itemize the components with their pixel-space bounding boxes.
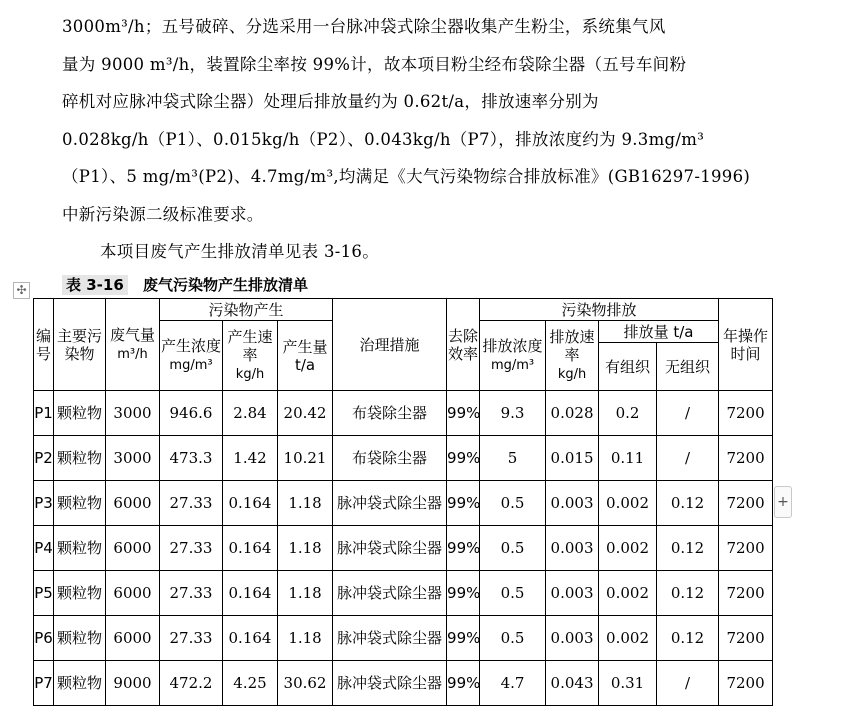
- table-row: [34, 616, 773, 661]
- cell-gen-amount: 1.18: [278, 616, 333, 661]
- table-row: [34, 661, 773, 706]
- header-em-rate: [546, 321, 599, 391]
- header-organized: 有组织: [599, 343, 657, 391]
- table-title: 废气污染物产生排放清单: [143, 276, 309, 294]
- cell-gen-rate: 0.164: [223, 616, 278, 661]
- cell-unorganized: 0.12: [657, 571, 719, 616]
- cell-gen-amount: 1.18: [278, 571, 333, 616]
- cell-em-conc: 0.5: [480, 526, 546, 571]
- header-gen-conc-unit: mg/m³: [169, 357, 213, 373]
- cell-hours: 7200: [719, 391, 773, 436]
- header-generation: 污染物产生: [160, 299, 333, 321]
- cell-measure: 脉冲袋式除尘器: [333, 481, 447, 526]
- header-efficiency: 去除效率: [447, 299, 480, 391]
- cell-unorganized: 0.12: [657, 526, 719, 571]
- cell-em-conc: 4.7: [480, 661, 546, 706]
- cell-hours: 7200: [719, 571, 773, 616]
- cell-em-rate: 0.003: [546, 481, 599, 526]
- cell-em-rate: 0.003: [546, 526, 599, 571]
- header-em-rate-label: 排放速率: [549, 327, 595, 364]
- cell-pollutant: 颗粒物: [54, 526, 106, 571]
- cell-airflow: 9000: [106, 661, 160, 706]
- paragraph-line: （P1）、5 mg/m³(P2)、4.7mg/m³,均满足《大气污染物综合排放标准》(GB16297-1996): [62, 167, 751, 186]
- emission-table: [33, 298, 773, 706]
- cell-id: P5: [34, 571, 54, 616]
- cell-gen-amount: 1.18: [278, 526, 333, 571]
- cell-unorganized: 0.12: [657, 616, 719, 661]
- cell-pollutant: 颗粒物: [54, 571, 106, 616]
- cell-measure: 布袋除尘器: [333, 436, 447, 481]
- cell-unorganized: /: [657, 391, 719, 436]
- header-gen-conc-label: 产生浓度: [160, 336, 221, 355]
- header-em-conc-label: 排放浓度: [482, 336, 543, 355]
- cell-gen-conc: 27.33: [160, 571, 223, 616]
- cell-gen-conc: 27.33: [160, 481, 223, 526]
- cell-hours: 7200: [719, 616, 773, 661]
- cell-em-rate: 0.015: [546, 436, 599, 481]
- header-unorganized: 无组织: [657, 343, 719, 391]
- paragraph-line: 量为 9000 m³/h，装置除尘率按 99%计，故本项目粉尘经布袋除尘器（五号车间粉: [62, 54, 687, 74]
- cell-hours: 7200: [719, 661, 773, 706]
- cell-em-rate: 0.043: [546, 661, 599, 706]
- plus-icon: +: [777, 494, 789, 510]
- cell-em-rate: 0.003: [546, 571, 599, 616]
- cell-airflow: 6000: [106, 571, 160, 616]
- cell-pollutant: 颗粒物: [54, 391, 106, 436]
- cell-em-conc: 0.5: [480, 616, 546, 661]
- header-gen-amount-label: 产生量: [282, 337, 328, 356]
- cell-id: P6: [34, 616, 54, 661]
- cell-efficiency: 99%: [447, 571, 480, 616]
- cell-airflow: 6000: [106, 481, 160, 526]
- cell-gen-amount: 30.62: [278, 661, 333, 706]
- cell-em-conc: 0.5: [480, 571, 546, 616]
- table-row: [34, 436, 773, 481]
- table-row: [34, 526, 773, 571]
- cell-organized: 0.002: [599, 481, 657, 526]
- paragraph-line: 碎机对应脉冲袋式除尘器）处理后排放量约为 0.62t/a，排放速率分别为: [62, 92, 599, 111]
- cell-em-rate: 0.028: [546, 391, 599, 436]
- cell-gen-conc: 946.6: [160, 391, 223, 436]
- header-emission: 污染物排放: [480, 299, 719, 321]
- header-id: 编号: [34, 299, 54, 391]
- table-row: [34, 391, 773, 436]
- cell-measure: 脉冲袋式除尘器: [333, 616, 447, 661]
- cell-pollutant: 颗粒物: [54, 436, 106, 481]
- cell-em-conc: 9.3: [480, 391, 546, 436]
- cell-organized: 0.11: [599, 436, 657, 481]
- cell-hours: 7200: [719, 526, 773, 571]
- cell-organized: 0.002: [599, 571, 657, 616]
- cell-id: P4: [34, 526, 54, 571]
- cell-gen-amount: 20.42: [278, 391, 333, 436]
- cell-id: P1: [34, 391, 54, 436]
- cell-hours: 7200: [719, 436, 773, 481]
- cell-measure: 脉冲袋式除尘器: [333, 661, 447, 706]
- cell-efficiency: 99%: [447, 391, 480, 436]
- header-airflow-label: 废气量: [109, 325, 155, 344]
- cell-em-conc: 5: [480, 436, 546, 481]
- header-gen-rate: [223, 321, 278, 391]
- header-pollutant: 主要污染物: [54, 299, 106, 391]
- body-paragraph: [62, 8, 752, 233]
- cell-measure: 布袋除尘器: [333, 391, 447, 436]
- cell-gen-rate: 0.164: [223, 571, 278, 616]
- cell-id: P2: [34, 436, 54, 481]
- table-caption: [62, 274, 308, 295]
- cell-airflow: 6000: [106, 616, 160, 661]
- cell-organized: 0.002: [599, 526, 657, 571]
- cell-gen-rate: 2.84: [223, 391, 278, 436]
- cell-airflow: 3000: [106, 391, 160, 436]
- header-hours: 年操作时间: [719, 299, 773, 391]
- cell-gen-rate: 4.25: [223, 661, 278, 706]
- cell-airflow: 3000: [106, 436, 160, 481]
- header-em-conc-unit: mg/m³: [490, 357, 535, 373]
- cell-em-conc: 0.5: [480, 481, 546, 526]
- header-em-amount: 排放量 t/a: [599, 321, 719, 343]
- paragraph-line: 3000m³/h；五号破碎、分选采用一台脉冲袋式除尘器收集产生粉尘，系统集气风: [62, 17, 666, 36]
- cell-efficiency: 99%: [447, 616, 480, 661]
- header-gen-rate-label: 产生速率: [227, 327, 273, 364]
- cell-measure: 脉冲袋式除尘器: [333, 526, 447, 571]
- table-row: [34, 481, 773, 526]
- cell-id: P7: [34, 661, 54, 706]
- cell-id: P3: [34, 481, 54, 526]
- paragraph-line: 0.028kg/h（P1）、0.015kg/h（P2）、0.043kg/h（P7），排放浓度约为 9.3mg/m³: [62, 129, 705, 149]
- table-reference-paragraph: [100, 233, 790, 271]
- cell-efficiency: 99%: [447, 481, 480, 526]
- cell-gen-rate: 0.164: [223, 481, 278, 526]
- cell-organized: 0.2: [599, 391, 657, 436]
- cell-unorganized: /: [657, 661, 719, 706]
- cell-em-rate: 0.003: [546, 616, 599, 661]
- header-em-rate-unit: kg/h: [557, 366, 587, 382]
- header-gen-amount-unit: t/a: [294, 355, 316, 374]
- cell-measure: 脉冲袋式除尘器: [333, 571, 447, 616]
- header-airflow: [106, 299, 160, 391]
- paragraph-line: 本项目废气产生排放清单见表 3-16。: [100, 242, 380, 261]
- cell-efficiency: 99%: [447, 661, 480, 706]
- cell-efficiency: 99%: [447, 436, 480, 481]
- cell-hours: 7200: [719, 481, 773, 526]
- header-em-conc: [480, 321, 546, 391]
- cell-gen-rate: 1.42: [223, 436, 278, 481]
- header-gen-rate-unit: kg/h: [235, 366, 265, 382]
- cell-gen-conc: 473.3: [160, 436, 223, 481]
- cell-pollutant: 颗粒物: [54, 661, 106, 706]
- cell-gen-rate: 0.164: [223, 526, 278, 571]
- header-measure: 治理措施: [333, 299, 447, 391]
- cell-gen-conc: 472.2: [160, 661, 223, 706]
- header-gen-conc: [160, 321, 223, 391]
- cell-gen-amount: 1.18: [278, 481, 333, 526]
- cell-efficiency: 99%: [447, 526, 480, 571]
- cell-gen-conc: 27.33: [160, 526, 223, 571]
- add-column-button[interactable]: [774, 486, 792, 518]
- table-row: [34, 571, 773, 616]
- cell-organized: 0.002: [599, 616, 657, 661]
- paragraph-line: 中新污染源二级标准要求。: [62, 204, 264, 224]
- move-cross-icon[interactable]: [13, 282, 30, 299]
- cell-unorganized: /: [657, 436, 719, 481]
- table-number: 表 3-16: [62, 275, 128, 295]
- header-gen-amount: [278, 321, 333, 391]
- cell-pollutant: 颗粒物: [54, 481, 106, 526]
- cell-pollutant: 颗粒物: [54, 616, 106, 661]
- cell-gen-amount: 10.21: [278, 436, 333, 481]
- cell-airflow: 6000: [106, 526, 160, 571]
- move-handle-glyph: ✣: [16, 283, 27, 297]
- cell-unorganized: 0.12: [657, 481, 719, 526]
- cell-gen-conc: 27.33: [160, 616, 223, 661]
- header-airflow-unit: m³/h: [117, 346, 148, 362]
- cell-organized: 0.31: [599, 661, 657, 706]
